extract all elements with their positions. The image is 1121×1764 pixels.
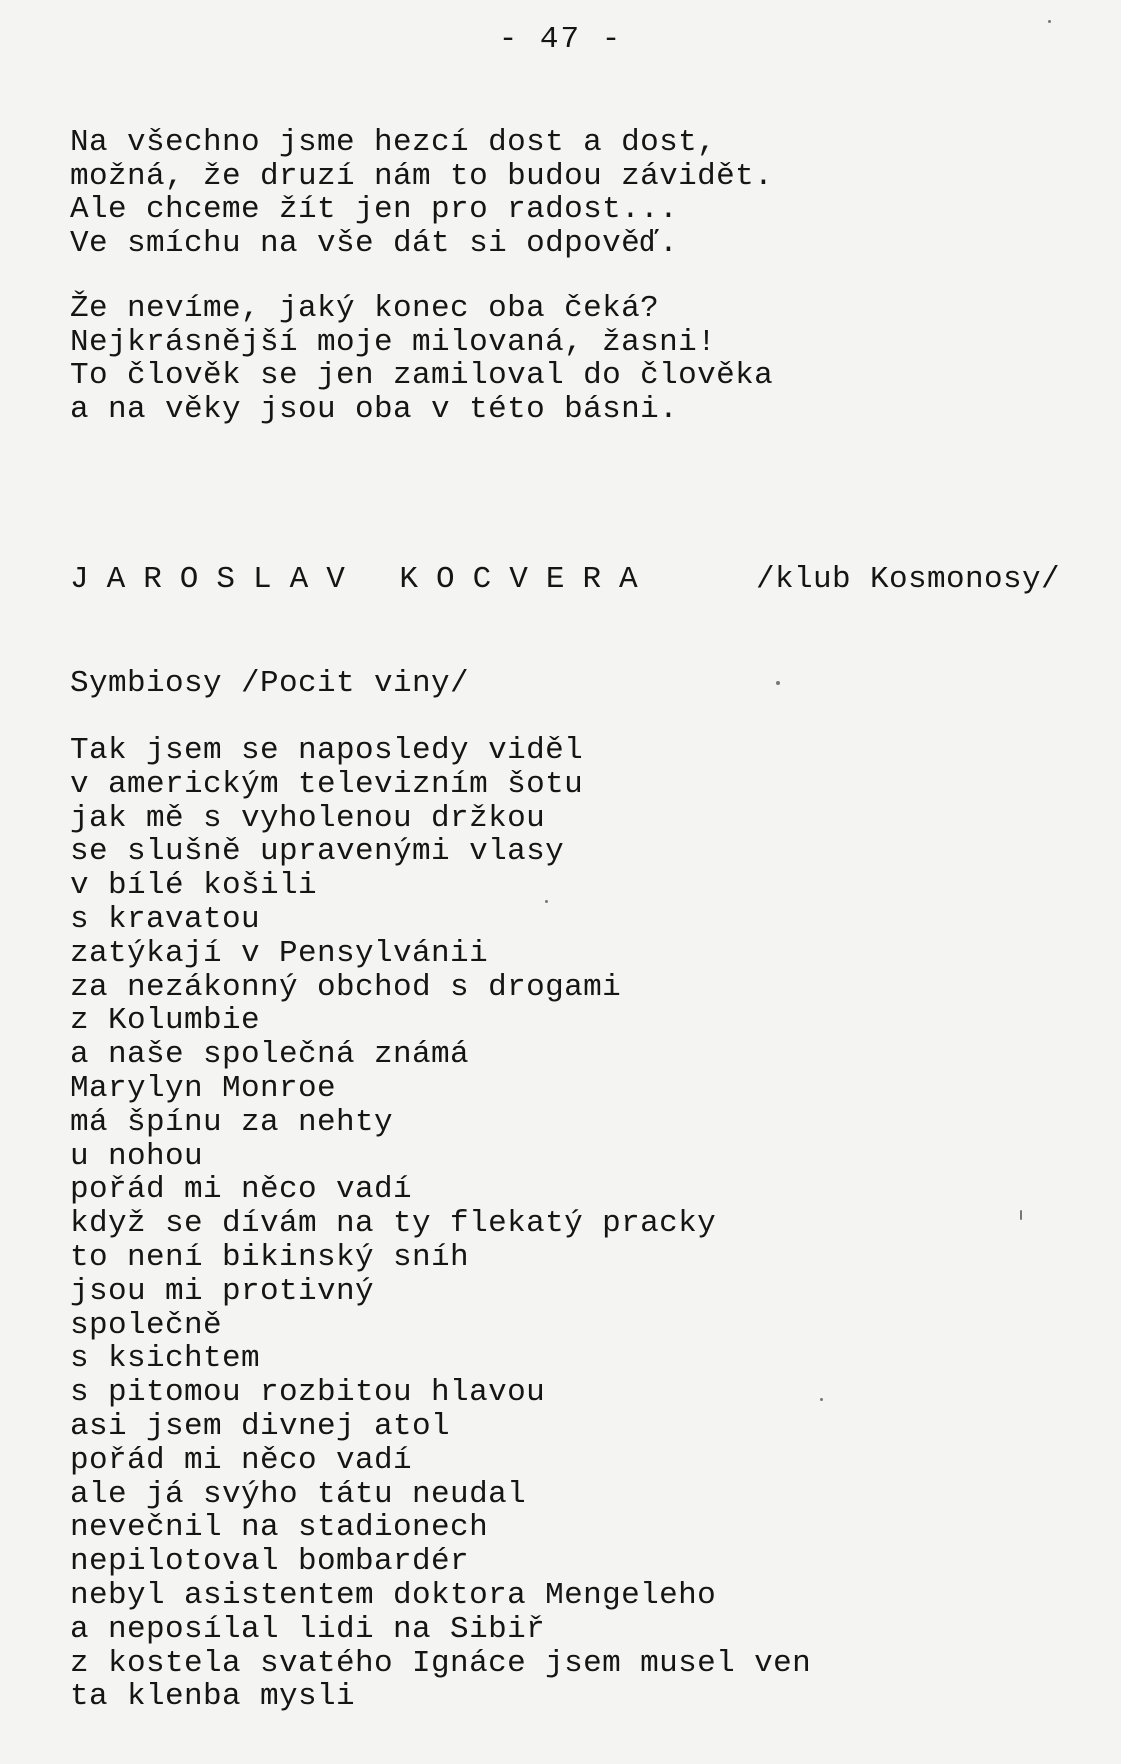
page-number: - 47 -	[498, 22, 623, 57]
verse-line: se slušně upravenými vlasy	[70, 834, 565, 870]
verse-line: s ksichtem	[70, 1341, 261, 1377]
poem-stanza-2	[70, 292, 773, 426]
verse-line: pořád mi něco vadí	[70, 1172, 413, 1208]
verse-line: Že nevíme, jaký konec oba čeká?	[70, 291, 660, 326]
verse-line: pořád mi něco vadí	[70, 1442, 413, 1478]
poem-body	[70, 734, 811, 1714]
verse-line: Marylyn Monroe	[70, 1070, 337, 1106]
verse-line: Nejkrásnější moje milovaná, žasni!	[70, 324, 717, 360]
paper-speck	[545, 900, 548, 903]
verse-line: nevečnil na stadionech	[70, 1510, 489, 1546]
verse-line: nepilotoval bombardér	[70, 1544, 470, 1580]
verse-line: Tak jsem se naposledy viděl	[70, 733, 584, 768]
verse-line: a neposílal lidi na Sibiř	[70, 1611, 546, 1647]
verse-line: v bílé košili	[70, 868, 318, 904]
poem-title: Symbiosy /Pocit viny/	[70, 666, 470, 701]
paper-speck	[1020, 1210, 1022, 1220]
paper-speck	[1048, 20, 1051, 23]
verse-line: má špínu za nehty	[70, 1104, 394, 1140]
verse-line: jak mě s vyholenou držkou	[70, 800, 546, 836]
verse-line: ale já svýho tátu neudal	[70, 1476, 527, 1512]
verse-line: asi jsem divnej atol	[70, 1408, 451, 1444]
verse-line: a naše společná známá	[70, 1037, 470, 1073]
paper-speck	[776, 681, 780, 685]
verse-line: společně	[70, 1307, 223, 1343]
verse-line: z kostela svatého Ignáce jsem musel ven	[70, 1645, 812, 1681]
verse-line: Ale chceme žít jen pro radost...	[70, 192, 679, 227]
verse-line: jsou mi protivný	[70, 1273, 375, 1309]
verse-line: možná, že druzí nám to budou závidět.	[70, 158, 774, 194]
verse-line: z Kolumbie	[70, 1003, 261, 1039]
paper-speck	[820, 1398, 823, 1401]
verse-line: zatýkají v Pensylvánii	[70, 935, 489, 971]
verse-line: když se dívám na ty flekatý pracky	[70, 1206, 717, 1242]
verse-line: s pitomou rozbitou hlavou	[70, 1375, 546, 1411]
verse-line: To člověk se jen zamiloval do člověka	[70, 358, 774, 393]
verse-line: ta klenba mysli	[70, 1679, 356, 1715]
verse-line: za nezákonný obchod s drogami	[70, 969, 622, 1005]
verse-line: a na věky jsou oba v této básni.	[70, 391, 679, 427]
author-club: /klub Kosmonosy/	[756, 562, 1061, 597]
author-name: JAROSLAV KOCVERA	[70, 562, 656, 597]
verse-line: to není bikinský sníh	[70, 1239, 470, 1275]
author-heading	[70, 562, 1070, 602]
verse-line: s kravatou	[70, 901, 261, 937]
verse-line: v americkým televizním šotu	[70, 766, 584, 802]
verse-line: u nohou	[70, 1138, 204, 1174]
verse-line: Na všechno jsme hezcí dost a dost,	[70, 125, 717, 160]
poem-stanza-1	[70, 126, 773, 260]
verse-line: nebyl asistentem doktora Mengeleho	[70, 1577, 717, 1613]
verse-line: Ve smíchu na vše dát si odpověď.	[70, 225, 679, 261]
